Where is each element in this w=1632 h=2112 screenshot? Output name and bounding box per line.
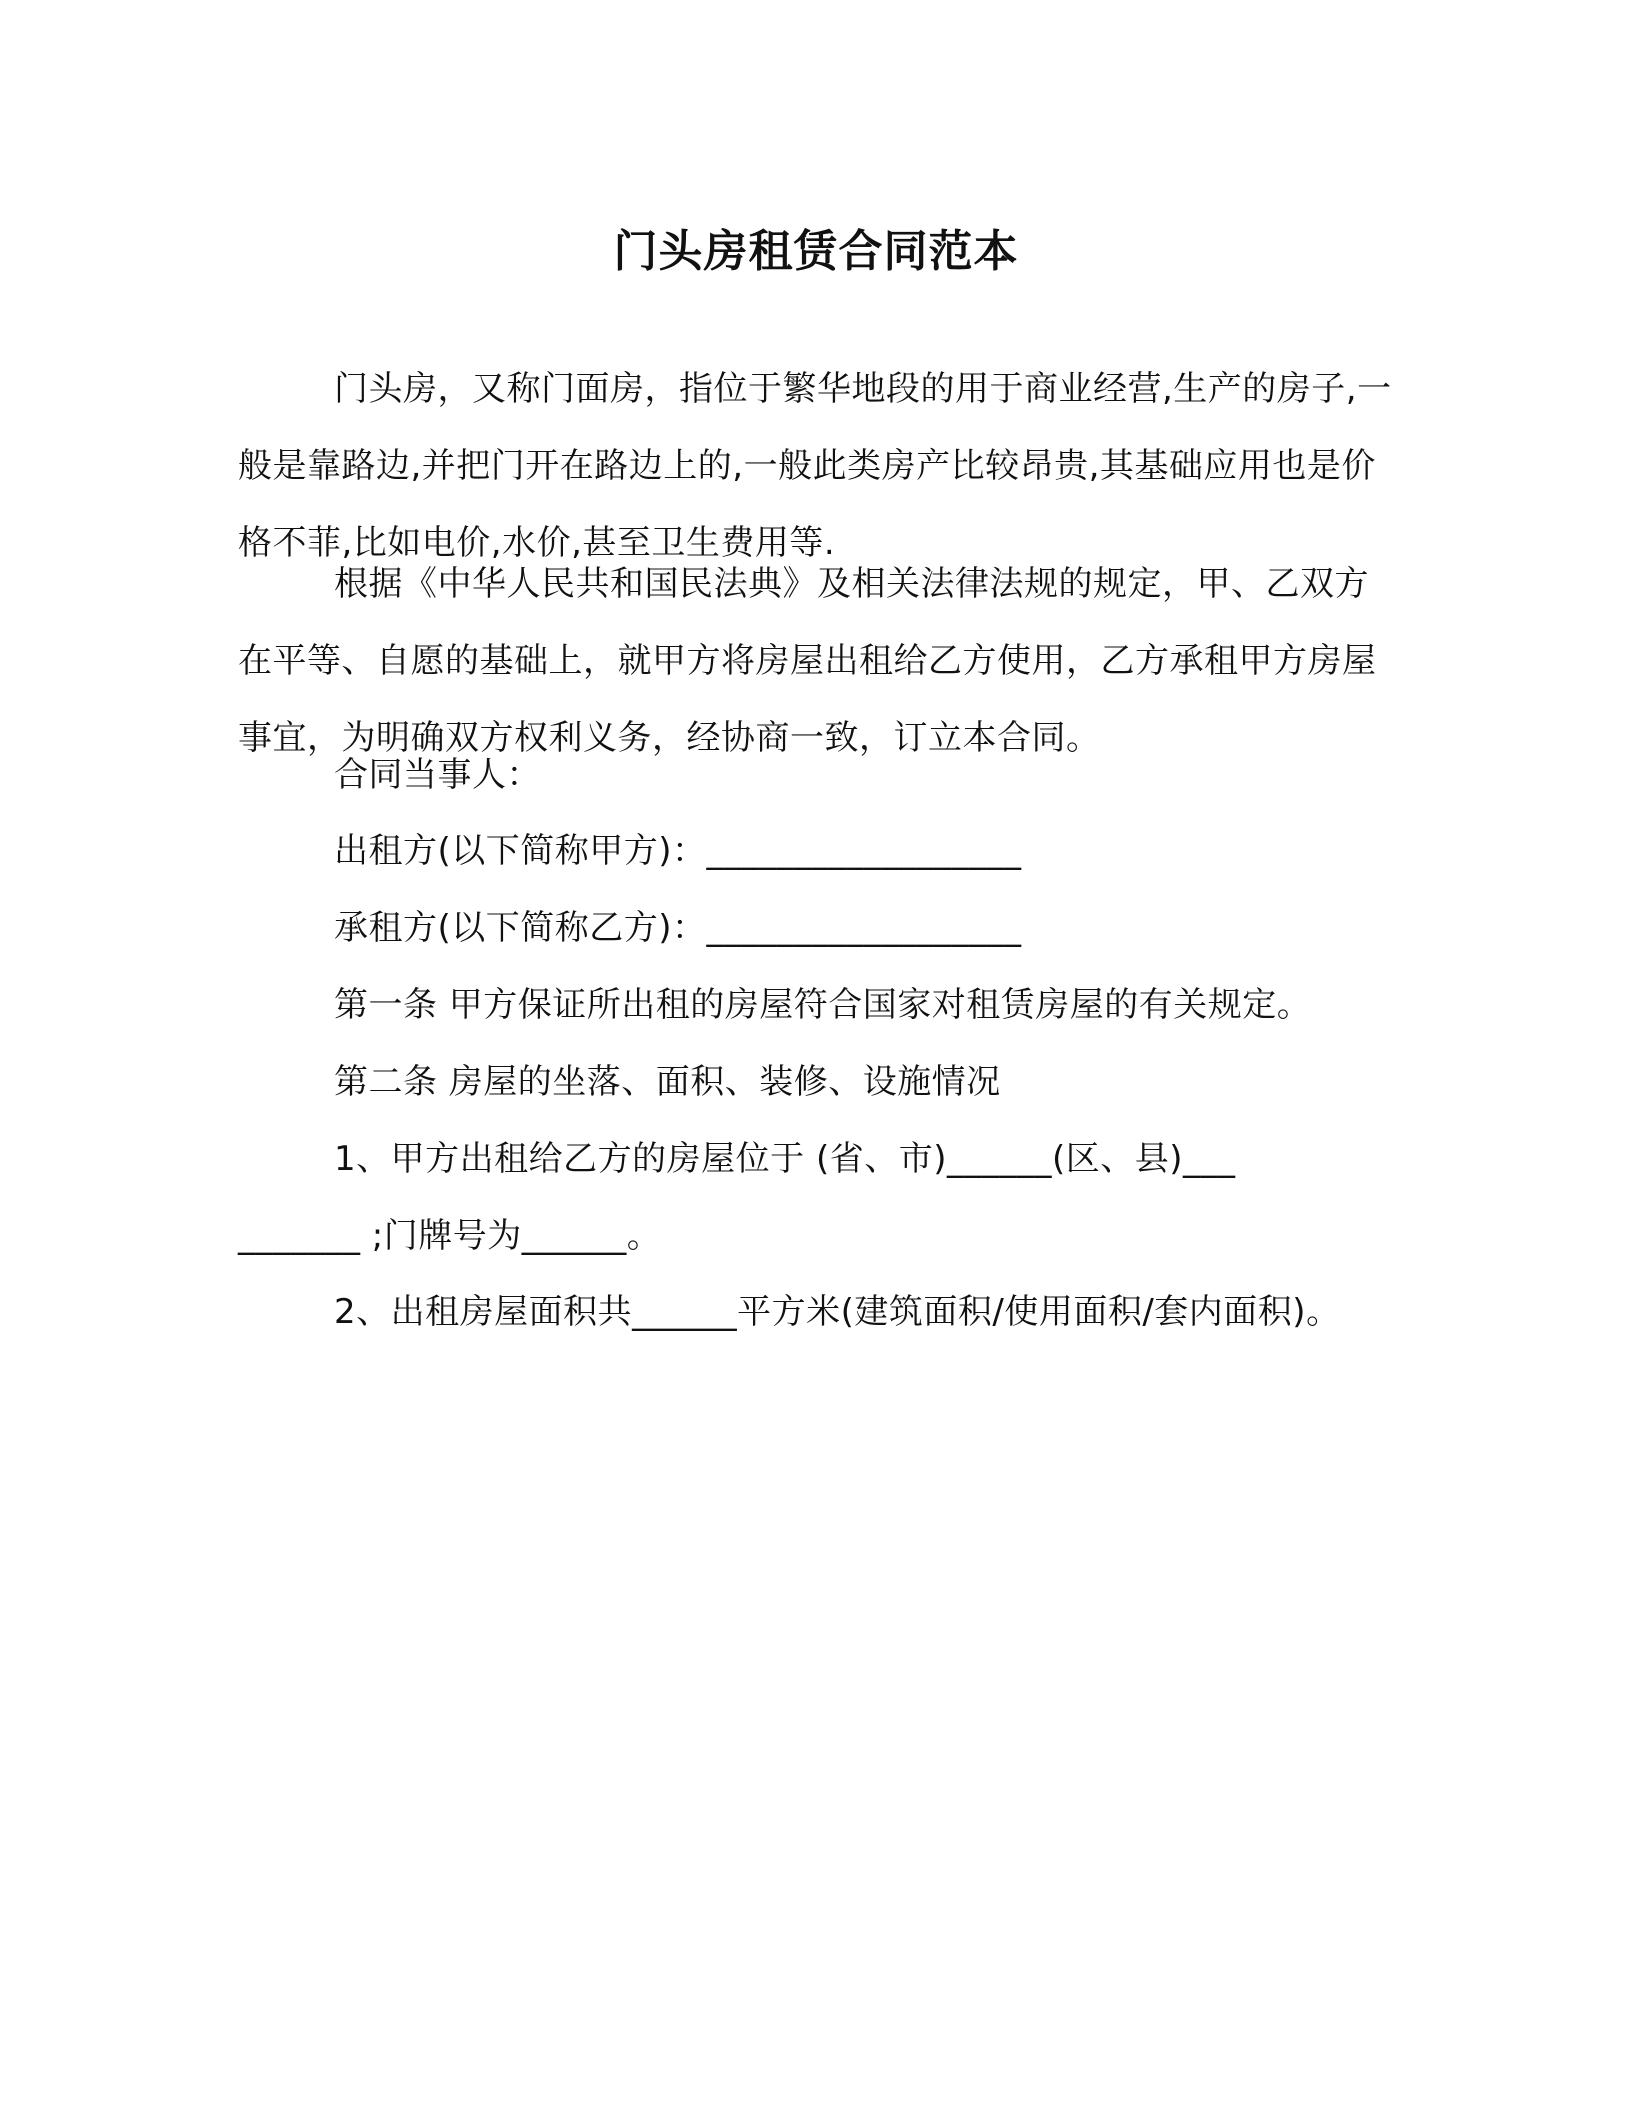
- lessee-blank: __________________: [706, 908, 1022, 948]
- document-title: 门头房租赁合同范本: [613, 226, 1019, 277]
- clause-2: 2、出租房屋面积共______平方米(建筑面积/使用面积/套内面积)。: [334, 1292, 1341, 1332]
- article-1: 第一条 甲方保证所出租的房屋符合国家对租赁房屋的有关规定。: [334, 985, 1312, 1025]
- lessee-line: [334, 890, 1022, 967]
- lessor-line: [334, 813, 1022, 890]
- intro-paragraph: 门头房，又称门面房，指位于繁华地段的用于商业经营,生产的房子,一般是靠路边,并把门开在路边上的,一般此类房产比较昂贵,其基础应用也是价格不菲,比如电价,水价,甚至卫生费用等.: [238, 369, 1392, 563]
- lessor-blank: __________________: [706, 831, 1022, 871]
- lessee-label: 承租方(以下简称乙方)：: [334, 908, 707, 948]
- clause-1: 1、甲方出租给乙方的房屋位于 (省、市)______(区、县)__________ ;门牌号为______。: [238, 1139, 1236, 1256]
- legal-basis-paragraph: 根据《中华人民共和国民法典》及相关法律法规的规定，甲、乙双方在平等、自愿的基础上，就甲方将房屋出租给乙方使用，乙方承租甲方房屋事宜，为明确双方权利义务，经协商一致，订立本合同。: [238, 564, 1377, 758]
- lessor-label: 出租方(以下简称甲方)：: [334, 831, 707, 871]
- parties-heading: 合同当事人：: [334, 755, 541, 795]
- article-2: 第二条 房屋的坐落、面积、装修、设施情况: [334, 1062, 1001, 1102]
